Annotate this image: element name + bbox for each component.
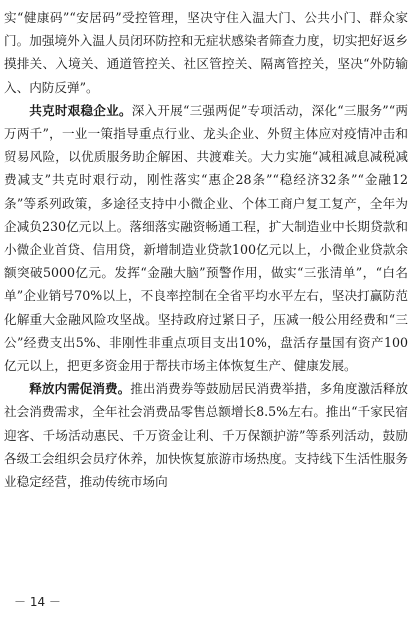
paragraph-text: 实“健康码”“安居码”受控管理，坚决守住入温大门、公共小门、群众家门。加强境外入温人员闭环防控和无症状感染者筛查力度，切实把好返乡摸排关、入境关、通道管控关、社区管控关、隔离管控关，坚决“外防输入、内防反弹”。 (4, 10, 408, 95)
paragraph-text: 推出消费券等鼓励居民消费举措，多角度激活释放社会消费需求，全年社会消费品零售总额增长8.5%左右。推出“千家民宿迎客、千场活动惠民、千万资金让利、千万保额护游”等系列活动，鼓励各级工会组织会员疗休养，加快恢复旅游市场热度。支持线下生活性服务业稳定经营，推动传统市场向 (4, 381, 409, 490)
paragraph-text: 深入开展“三强两促”专项活动，深化“三服务”“两万两千”，一业一策指导重点行业、龙头企业、外贸主体应对疫情冲击和贸易风险，以优质服务助企解困、共渡难关。大力实施“减租减息减税减费减支”共克时艰行动，刚性落实“惠企28条”“稳经济32条”“金融12条”等系列政策，多途径支持中小微企业、个体工商户复工复产，全年为企减负230亿元以上。落细落实融资畅通工程，扩大制造业中长期贷款和小微企业首贷、信用贷，新增制造业贷款100亿元以上，小微企业贷款余额突破5000亿元。发挥“金融大脑”预警作用，做实“三张清单”，“白名单”企业销号70%以上，不良率控制在全省平均水平左右，坚决打赢防范化解重大金融风险攻坚战。坚持政府过紧日子，压减一般公用经费和“三公”经费支出5%、非刚性非重点项目支出10%，盘活存量国有资产100亿元以上，把更多资金用于帮扶市场主体恢复生产、健康发展。 (4, 102, 408, 374)
paragraph-epidemic-control (4, 6, 408, 99)
paragraph-stabilize-enterprises (4, 99, 408, 377)
body-text (4, 6, 408, 493)
paragraph-lead-heading: 释放内需促消费。 (29, 381, 131, 397)
paragraph-lead-heading: 共克时艰稳企业。 (29, 102, 132, 118)
page-number: － 14 － (14, 595, 61, 609)
paragraph-promote-consumption (4, 377, 408, 493)
